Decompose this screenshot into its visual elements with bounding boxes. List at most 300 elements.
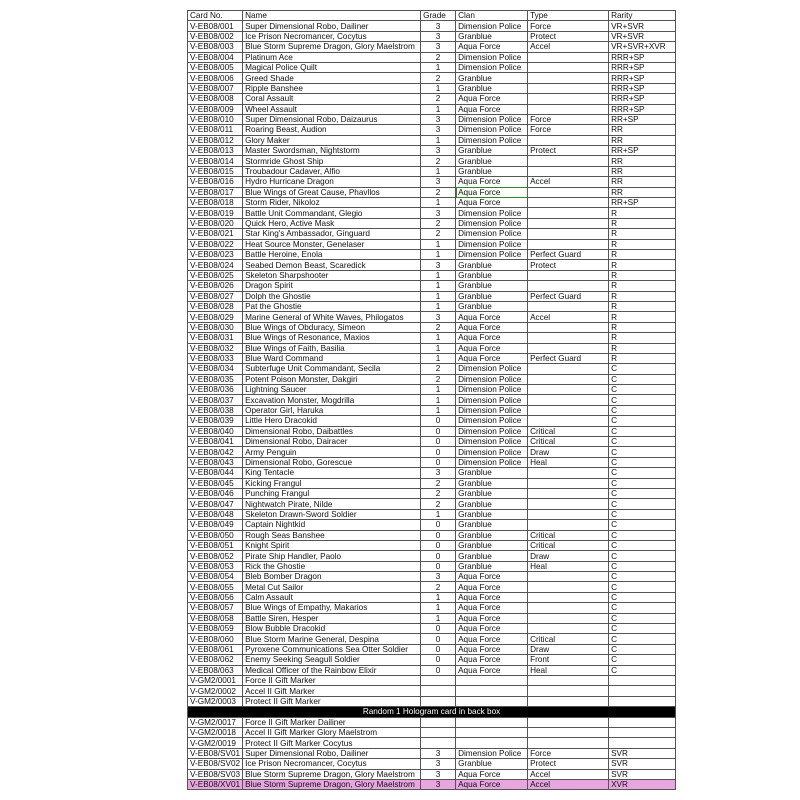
grade-cell[interactable]: 3 xyxy=(421,312,456,322)
type-cell[interactable] xyxy=(528,104,609,114)
card-no-cell[interactable]: V-EB08/008 xyxy=(188,94,243,104)
type-cell[interactable] xyxy=(528,416,609,426)
type-cell[interactable] xyxy=(528,676,609,686)
rarity-cell[interactable]: C xyxy=(609,572,676,582)
name-cell[interactable]: Battle Unit Commandant, Glegio xyxy=(243,208,421,218)
name-cell[interactable]: Potent Poison Monster, Dakgiri xyxy=(243,374,421,384)
name-cell[interactable]: Force II Gift Marker xyxy=(243,676,421,686)
rarity-cell[interactable]: VR+SVR xyxy=(609,31,676,41)
name-cell[interactable]: Blow Bubble Dracokid xyxy=(243,624,421,634)
rarity-cell[interactable]: RR+SP xyxy=(609,146,676,156)
type-cell[interactable] xyxy=(528,499,609,509)
grade-cell[interactable]: 2 xyxy=(421,156,456,166)
clan-cell[interactable]: Dimension Police xyxy=(456,114,528,124)
clan-cell[interactable] xyxy=(456,717,528,727)
card-no-cell[interactable]: V-EB08/049 xyxy=(188,520,243,530)
grade-cell[interactable]: 2 xyxy=(421,488,456,498)
rarity-cell[interactable]: SVR xyxy=(609,769,676,779)
clan-cell[interactable]: Granblue xyxy=(456,530,528,540)
name-cell[interactable]: Accel II Gift Marker Glory Maelstrom xyxy=(243,727,421,737)
rarity-cell[interactable]: C xyxy=(609,488,676,498)
card-no-cell[interactable]: V-EB08/044 xyxy=(188,468,243,478)
rarity-cell[interactable]: VR+SVR xyxy=(609,21,676,31)
type-cell[interactable]: Accel xyxy=(528,177,609,187)
grade-cell[interactable]: 2 xyxy=(421,582,456,592)
clan-cell[interactable]: Aqua Force xyxy=(456,624,528,634)
clan-cell[interactable]: Granblue xyxy=(456,31,528,41)
clan-cell[interactable]: Granblue xyxy=(456,270,528,280)
grade-cell[interactable]: 0 xyxy=(421,540,456,550)
card-no-cell[interactable]: V-EB08/001 xyxy=(188,21,243,31)
card-no-cell[interactable]: V-EB08/002 xyxy=(188,31,243,41)
rarity-cell[interactable]: RR+SP xyxy=(609,198,676,208)
card-no-cell[interactable]: V-EB08/006 xyxy=(188,73,243,83)
name-cell[interactable]: Punching Frangul xyxy=(243,488,421,498)
clan-cell[interactable]: Dimension Police xyxy=(456,135,528,145)
card-no-cell[interactable]: V-EB08/031 xyxy=(188,333,243,343)
card-no-cell[interactable]: V-EB08/009 xyxy=(188,104,243,114)
type-cell[interactable] xyxy=(528,582,609,592)
card-no-cell[interactable]: V-EB08/036 xyxy=(188,385,243,395)
type-cell[interactable] xyxy=(528,603,609,613)
card-no-cell[interactable]: V-EB08/XV01 xyxy=(188,779,243,789)
name-cell[interactable]: Captain Nightkid xyxy=(243,520,421,530)
grade-cell[interactable]: 1 xyxy=(421,62,456,72)
name-cell[interactable]: Battle Heroine, Enola xyxy=(243,249,421,259)
rarity-cell[interactable]: C xyxy=(609,405,676,415)
name-cell[interactable]: Platinum Ace xyxy=(243,52,421,62)
rarity-cell[interactable]: R xyxy=(609,322,676,332)
card-no-cell[interactable]: V-EB08/033 xyxy=(188,353,243,363)
type-cell[interactable] xyxy=(528,488,609,498)
clan-cell[interactable]: Granblue xyxy=(456,281,528,291)
name-cell[interactable]: Medical Officer of the Rainbow Elixir xyxy=(243,665,421,675)
clan-cell[interactable]: Dimension Police xyxy=(456,437,528,447)
type-cell[interactable]: Accel xyxy=(528,312,609,322)
grade-cell[interactable]: 0 xyxy=(421,426,456,436)
type-cell[interactable] xyxy=(528,624,609,634)
clan-cell[interactable]: Aqua Force xyxy=(456,333,528,343)
grade-cell[interactable]: 3 xyxy=(421,177,456,187)
type-cell[interactable]: Perfect Guard xyxy=(528,249,609,259)
rarity-cell[interactable]: C xyxy=(609,540,676,550)
rarity-cell[interactable]: RR xyxy=(609,177,676,187)
clan-cell[interactable]: Aqua Force xyxy=(456,655,528,665)
type-cell[interactable] xyxy=(528,395,609,405)
rarity-cell[interactable] xyxy=(609,696,676,706)
rarity-cell[interactable]: RR xyxy=(609,166,676,176)
type-cell[interactable]: Critical xyxy=(528,634,609,644)
clan-cell[interactable]: Granblue xyxy=(456,509,528,519)
card-no-cell[interactable]: V-EB08/020 xyxy=(188,218,243,228)
rarity-cell[interactable]: RRR+SP xyxy=(609,73,676,83)
name-cell[interactable]: Skeleton Sharpshooter xyxy=(243,270,421,280)
rarity-cell[interactable]: R xyxy=(609,291,676,301)
grade-cell[interactable]: 1 xyxy=(421,239,456,249)
card-no-cell[interactable]: V-EB08/030 xyxy=(188,322,243,332)
grade-cell[interactable]: 0 xyxy=(421,447,456,457)
clan-cell[interactable]: Dimension Police xyxy=(456,426,528,436)
card-no-cell[interactable]: V-GM2/0002 xyxy=(188,686,243,696)
card-no-cell[interactable]: V-EB08/051 xyxy=(188,540,243,550)
grade-cell[interactable]: 1 xyxy=(421,198,456,208)
name-cell[interactable]: Star King's Ambassador, Ginguard xyxy=(243,229,421,239)
clan-cell[interactable]: Granblue xyxy=(456,260,528,270)
name-cell[interactable]: Blue Storm Supreme Dragon, Glory Maelstrom xyxy=(243,769,421,779)
card-no-cell[interactable]: V-EB08/041 xyxy=(188,437,243,447)
card-no-cell[interactable]: V-GM2/0019 xyxy=(188,738,243,748)
grade-cell[interactable]: 3 xyxy=(421,759,456,769)
rarity-cell[interactable]: R xyxy=(609,229,676,239)
rarity-cell[interactable]: C xyxy=(609,385,676,395)
card-no-cell[interactable]: V-EB08/056 xyxy=(188,592,243,602)
name-cell[interactable]: Storm Rider, Nikoloz xyxy=(243,198,421,208)
card-no-cell[interactable]: V-EB08/010 xyxy=(188,114,243,124)
clan-cell[interactable]: Granblue xyxy=(456,478,528,488)
name-cell[interactable]: King Tentacle xyxy=(243,468,421,478)
name-cell[interactable]: Blue Wings of Faith, Basilia xyxy=(243,343,421,353)
type-cell[interactable]: Protect xyxy=(528,146,609,156)
clan-cell[interactable]: Aqua Force xyxy=(456,665,528,675)
rarity-cell[interactable]: RR xyxy=(609,187,676,197)
name-cell[interactable]: Blue Ward Command xyxy=(243,353,421,363)
grade-cell[interactable]: 0 xyxy=(421,551,456,561)
clan-cell[interactable]: Granblue xyxy=(456,166,528,176)
type-cell[interactable]: Protect xyxy=(528,31,609,41)
card-no-cell[interactable]: V-EB08/014 xyxy=(188,156,243,166)
name-cell[interactable]: Troubadour Cadaver, Alfio xyxy=(243,166,421,176)
type-cell[interactable] xyxy=(528,405,609,415)
grade-cell[interactable] xyxy=(421,696,456,706)
name-cell[interactable]: Blue Wings of Obduracy, Simeon xyxy=(243,322,421,332)
rarity-cell[interactable] xyxy=(609,676,676,686)
grade-cell[interactable]: 2 xyxy=(421,187,456,197)
name-cell[interactable]: Greed Shade xyxy=(243,73,421,83)
type-cell[interactable] xyxy=(528,198,609,208)
rarity-cell[interactable]: R xyxy=(609,208,676,218)
name-cell[interactable]: Ice Prison Necromancer, Cocytus xyxy=(243,759,421,769)
clan-cell[interactable]: Aqua Force xyxy=(456,603,528,613)
grade-cell[interactable]: 0 xyxy=(421,416,456,426)
name-cell[interactable]: Super Dimensional Robo, Dailiner xyxy=(243,748,421,758)
name-cell[interactable]: Roaring Beast, Audion xyxy=(243,125,421,135)
name-cell[interactable]: Pirate Ship Handler, Paolo xyxy=(243,551,421,561)
card-no-cell[interactable]: V-EB08/027 xyxy=(188,291,243,301)
card-no-cell[interactable]: V-EB08/043 xyxy=(188,457,243,467)
rarity-cell[interactable]: R xyxy=(609,218,676,228)
grade-cell[interactable]: 2 xyxy=(421,374,456,384)
clan-cell[interactable]: Granblue xyxy=(456,73,528,83)
rarity-cell[interactable]: RR xyxy=(609,135,676,145)
type-cell[interactable] xyxy=(528,343,609,353)
clan-cell[interactable]: Aqua Force xyxy=(456,769,528,779)
grade-cell[interactable]: 1 xyxy=(421,509,456,519)
rarity-cell[interactable] xyxy=(609,727,676,737)
type-cell[interactable] xyxy=(528,738,609,748)
card-no-cell[interactable]: V-EB08/063 xyxy=(188,665,243,675)
clan-cell[interactable]: Dimension Police xyxy=(456,405,528,415)
card-no-cell[interactable]: V-EB08/016 xyxy=(188,177,243,187)
name-cell[interactable]: Blue Wings of Empathy, Makarios xyxy=(243,603,421,613)
rarity-cell[interactable]: RRR+SP xyxy=(609,62,676,72)
rarity-cell[interactable]: C xyxy=(609,551,676,561)
name-cell[interactable]: Wheel Assault xyxy=(243,104,421,114)
name-cell[interactable]: Glory Maker xyxy=(243,135,421,145)
clan-cell[interactable]: Granblue xyxy=(456,551,528,561)
rarity-cell[interactable]: C xyxy=(609,530,676,540)
clan-cell[interactable]: Granblue xyxy=(456,520,528,530)
card-no-cell[interactable]: V-GM2/0017 xyxy=(188,717,243,727)
name-cell[interactable]: Hydro Hurricane Dragon xyxy=(243,177,421,187)
name-cell[interactable]: Blue Wings of Great Cause, Phavllos xyxy=(243,187,421,197)
clan-cell[interactable]: Dimension Police xyxy=(456,218,528,228)
type-cell[interactable]: Accel xyxy=(528,769,609,779)
name-cell[interactable]: Enemy Seeking Seagull Soldier xyxy=(243,655,421,665)
grade-cell[interactable]: 3 xyxy=(421,468,456,478)
name-cell[interactable]: Quick Hero, Active Mask xyxy=(243,218,421,228)
clan-cell[interactable] xyxy=(456,738,528,748)
name-cell[interactable]: Rick the Ghostie xyxy=(243,561,421,571)
card-no-cell[interactable]: V-EB08/048 xyxy=(188,509,243,519)
rarity-cell[interactable]: C xyxy=(609,416,676,426)
rarity-cell[interactable]: C xyxy=(609,665,676,675)
grade-cell[interactable]: 2 xyxy=(421,94,456,104)
grade-cell[interactable]: 1 xyxy=(421,281,456,291)
grade-cell[interactable]: 3 xyxy=(421,42,456,52)
type-cell[interactable]: Front xyxy=(528,655,609,665)
name-cell[interactable]: Pyroxene Communications Sea Otter Soldier xyxy=(243,644,421,654)
card-no-cell[interactable]: V-EB08/040 xyxy=(188,426,243,436)
rarity-cell[interactable]: RRR+SP xyxy=(609,52,676,62)
type-cell[interactable]: Protect xyxy=(528,759,609,769)
rarity-cell[interactable]: C xyxy=(609,603,676,613)
grade-cell[interactable]: 0 xyxy=(421,530,456,540)
clan-cell[interactable]: Dimension Police xyxy=(456,395,528,405)
clan-cell[interactable]: Aqua Force xyxy=(456,353,528,363)
clan-cell[interactable]: Granblue xyxy=(456,540,528,550)
card-no-cell[interactable]: V-EB08/028 xyxy=(188,301,243,311)
type-cell[interactable]: Draw xyxy=(528,644,609,654)
grade-cell[interactable]: 1 xyxy=(421,343,456,353)
name-cell[interactable]: Super Dimensional Robo, Dailiner xyxy=(243,21,421,31)
clan-cell[interactable]: Aqua Force xyxy=(456,177,528,187)
grade-cell[interactable]: 3 xyxy=(421,31,456,41)
card-no-cell[interactable]: V-EB08/021 xyxy=(188,229,243,239)
rarity-cell[interactable]: RRR+SP xyxy=(609,94,676,104)
rarity-cell[interactable]: C xyxy=(609,644,676,654)
clan-cell[interactable]: Aqua Force xyxy=(456,322,528,332)
name-cell[interactable]: Dimensional Robo, Dairacer xyxy=(243,437,421,447)
clan-cell[interactable]: Granblue xyxy=(456,301,528,311)
grade-cell[interactable]: 1 xyxy=(421,166,456,176)
clan-cell[interactable]: Aqua Force xyxy=(456,779,528,789)
rarity-cell[interactable]: RR+SP xyxy=(609,114,676,124)
grade-cell[interactable]: 1 xyxy=(421,270,456,280)
card-no-cell[interactable]: V-EB08/038 xyxy=(188,405,243,415)
rarity-cell[interactable]: C xyxy=(609,520,676,530)
card-no-cell[interactable]: V-EB08/018 xyxy=(188,198,243,208)
card-no-cell[interactable]: V-EB08/061 xyxy=(188,644,243,654)
type-cell[interactable] xyxy=(528,135,609,145)
type-cell[interactable]: Force xyxy=(528,21,609,31)
card-no-cell[interactable]: V-EB08/026 xyxy=(188,281,243,291)
card-no-cell[interactable]: V-EB08/023 xyxy=(188,249,243,259)
grade-cell[interactable]: 2 xyxy=(421,73,456,83)
name-cell[interactable]: Dimensional Robo, Gorescue xyxy=(243,457,421,467)
rarity-cell[interactable]: C xyxy=(609,447,676,457)
grade-cell[interactable]: 0 xyxy=(421,437,456,447)
grade-cell[interactable]: 3 xyxy=(421,769,456,779)
rarity-cell[interactable]: R xyxy=(609,239,676,249)
name-cell[interactable]: Blue Storm Supreme Dragon, Glory Maelstrom xyxy=(243,42,421,52)
clan-cell[interactable]: Granblue xyxy=(456,291,528,301)
rarity-cell[interactable]: C xyxy=(609,395,676,405)
clan-cell[interactable]: Aqua Force xyxy=(456,187,528,197)
card-no-cell[interactable]: V-EB08/055 xyxy=(188,582,243,592)
grade-cell[interactable] xyxy=(421,676,456,686)
name-cell[interactable]: Bleb Bomber Dragon xyxy=(243,572,421,582)
rarity-cell[interactable]: R xyxy=(609,312,676,322)
clan-cell[interactable]: Granblue xyxy=(456,468,528,478)
card-no-cell[interactable]: V-EB08/052 xyxy=(188,551,243,561)
card-no-cell[interactable]: V-EB08/060 xyxy=(188,634,243,644)
name-cell[interactable]: Skeleton Drawn-Sword Soldier xyxy=(243,509,421,519)
type-cell[interactable] xyxy=(528,270,609,280)
clan-cell[interactable]: Dimension Police xyxy=(456,364,528,374)
name-cell[interactable]: Rough Seas Banshee xyxy=(243,530,421,540)
clan-cell[interactable]: Dimension Police xyxy=(456,249,528,259)
rarity-cell[interactable]: RR xyxy=(609,156,676,166)
name-cell[interactable]: Dragon Spirit xyxy=(243,281,421,291)
rarity-cell[interactable]: R xyxy=(609,343,676,353)
rarity-cell[interactable]: SVR xyxy=(609,759,676,769)
name-cell[interactable]: Seabed Demon Beast, Scaredick xyxy=(243,260,421,270)
name-cell[interactable]: Super Dimensional Robo, Daizaurus xyxy=(243,114,421,124)
clan-cell[interactable]: Granblue xyxy=(456,83,528,93)
clan-cell[interactable] xyxy=(456,696,528,706)
type-cell[interactable]: Critical xyxy=(528,426,609,436)
type-cell[interactable] xyxy=(528,468,609,478)
name-cell[interactable]: Protect II Gift Marker xyxy=(243,696,421,706)
clan-cell[interactable]: Granblue xyxy=(456,561,528,571)
clan-cell[interactable]: Dimension Police xyxy=(456,385,528,395)
card-no-cell[interactable]: V-EB08/SV03 xyxy=(188,769,243,779)
clan-cell[interactable]: Dimension Police xyxy=(456,208,528,218)
rarity-cell[interactable]: R xyxy=(609,281,676,291)
type-cell[interactable] xyxy=(528,364,609,374)
card-no-cell[interactable]: V-EB08/046 xyxy=(188,488,243,498)
rarity-cell[interactable]: C xyxy=(609,655,676,665)
type-cell[interactable] xyxy=(528,572,609,582)
clan-cell[interactable]: Dimension Police xyxy=(456,21,528,31)
name-cell[interactable]: Kicking Frangul xyxy=(243,478,421,488)
type-cell[interactable] xyxy=(528,686,609,696)
rarity-cell[interactable]: RR xyxy=(609,125,676,135)
type-cell[interactable] xyxy=(528,385,609,395)
grade-cell[interactable] xyxy=(421,738,456,748)
grade-cell[interactable]: 1 xyxy=(421,301,456,311)
clan-cell[interactable] xyxy=(456,686,528,696)
card-no-cell[interactable]: V-EB08/047 xyxy=(188,499,243,509)
type-cell[interactable] xyxy=(528,478,609,488)
name-cell[interactable]: Subterfuge Unit Commandant, Secila xyxy=(243,364,421,374)
clan-cell[interactable]: Aqua Force xyxy=(456,592,528,602)
clan-cell[interactable]: Dimension Police xyxy=(456,447,528,457)
grade-cell[interactable]: 1 xyxy=(421,395,456,405)
name-cell[interactable]: Dimensional Robo, Daibattles xyxy=(243,426,421,436)
clan-cell[interactable]: Aqua Force xyxy=(456,42,528,52)
type-cell[interactable] xyxy=(528,218,609,228)
name-cell[interactable]: Little Hero Dracokid xyxy=(243,416,421,426)
rarity-cell[interactable]: R xyxy=(609,301,676,311)
clan-cell[interactable]: Dimension Police xyxy=(456,239,528,249)
name-cell[interactable]: Battle Siren, Hesper xyxy=(243,613,421,623)
clan-cell[interactable]: Dimension Police xyxy=(456,229,528,239)
type-cell[interactable]: Critical xyxy=(528,530,609,540)
card-no-cell[interactable]: V-EB08/SV01 xyxy=(188,748,243,758)
rarity-cell[interactable]: C xyxy=(609,457,676,467)
rarity-cell[interactable]: VR+SVR+XVR xyxy=(609,42,676,52)
name-cell[interactable]: Metal Cut Sailor xyxy=(243,582,421,592)
type-cell[interactable] xyxy=(528,239,609,249)
type-cell[interactable]: Perfect Guard xyxy=(528,353,609,363)
card-no-cell[interactable]: V-EB08/054 xyxy=(188,572,243,582)
rarity-cell[interactable]: C xyxy=(609,634,676,644)
type-cell[interactable]: Draw xyxy=(528,551,609,561)
grade-cell[interactable]: 3 xyxy=(421,748,456,758)
grade-cell[interactable]: 1 xyxy=(421,405,456,415)
rarity-cell[interactable]: RRR+SP xyxy=(609,104,676,114)
grade-cell[interactable]: 0 xyxy=(421,561,456,571)
grade-cell[interactable]: 1 xyxy=(421,249,456,259)
name-cell[interactable]: Army Penguin xyxy=(243,447,421,457)
type-cell[interactable] xyxy=(528,83,609,93)
rarity-cell[interactable]: C xyxy=(609,582,676,592)
card-no-cell[interactable]: V-EB08/053 xyxy=(188,561,243,571)
grade-cell[interactable]: 3 xyxy=(421,21,456,31)
name-cell[interactable]: Pat the Ghostie xyxy=(243,301,421,311)
grade-cell[interactable]: 2 xyxy=(421,218,456,228)
clan-cell[interactable] xyxy=(456,727,528,737)
name-cell[interactable]: Excavation Monster, Mogdrilla xyxy=(243,395,421,405)
rarity-cell[interactable]: C xyxy=(609,437,676,447)
name-cell[interactable]: Protect II Gift Marker Cocytus xyxy=(243,738,421,748)
card-no-cell[interactable]: V-EB08/057 xyxy=(188,603,243,613)
type-cell[interactable]: Heal xyxy=(528,665,609,675)
clan-cell[interactable]: Dimension Police xyxy=(456,457,528,467)
clan-cell[interactable]: Dimension Police xyxy=(456,416,528,426)
rarity-cell[interactable]: R xyxy=(609,333,676,343)
grade-cell[interactable]: 0 xyxy=(421,634,456,644)
rarity-cell[interactable]: C xyxy=(609,364,676,374)
rarity-cell[interactable]: SVR xyxy=(609,748,676,758)
grade-cell[interactable]: 0 xyxy=(421,520,456,530)
grade-cell[interactable]: 3 xyxy=(421,208,456,218)
type-cell[interactable] xyxy=(528,156,609,166)
grade-cell[interactable]: 0 xyxy=(421,457,456,467)
name-cell[interactable]: Lightning Saucer xyxy=(243,385,421,395)
name-cell[interactable]: Calm Assault xyxy=(243,592,421,602)
clan-cell[interactable]: Granblue xyxy=(456,488,528,498)
grade-cell[interactable]: 2 xyxy=(421,229,456,239)
type-cell[interactable] xyxy=(528,229,609,239)
grade-cell[interactable] xyxy=(421,686,456,696)
rarity-cell[interactable]: C xyxy=(609,468,676,478)
name-cell[interactable]: Ripple Banshee xyxy=(243,83,421,93)
grade-cell[interactable]: 1 xyxy=(421,135,456,145)
card-no-cell[interactable]: V-EB08/007 xyxy=(188,83,243,93)
name-cell[interactable]: Blue Storm Marine General, Despina xyxy=(243,634,421,644)
